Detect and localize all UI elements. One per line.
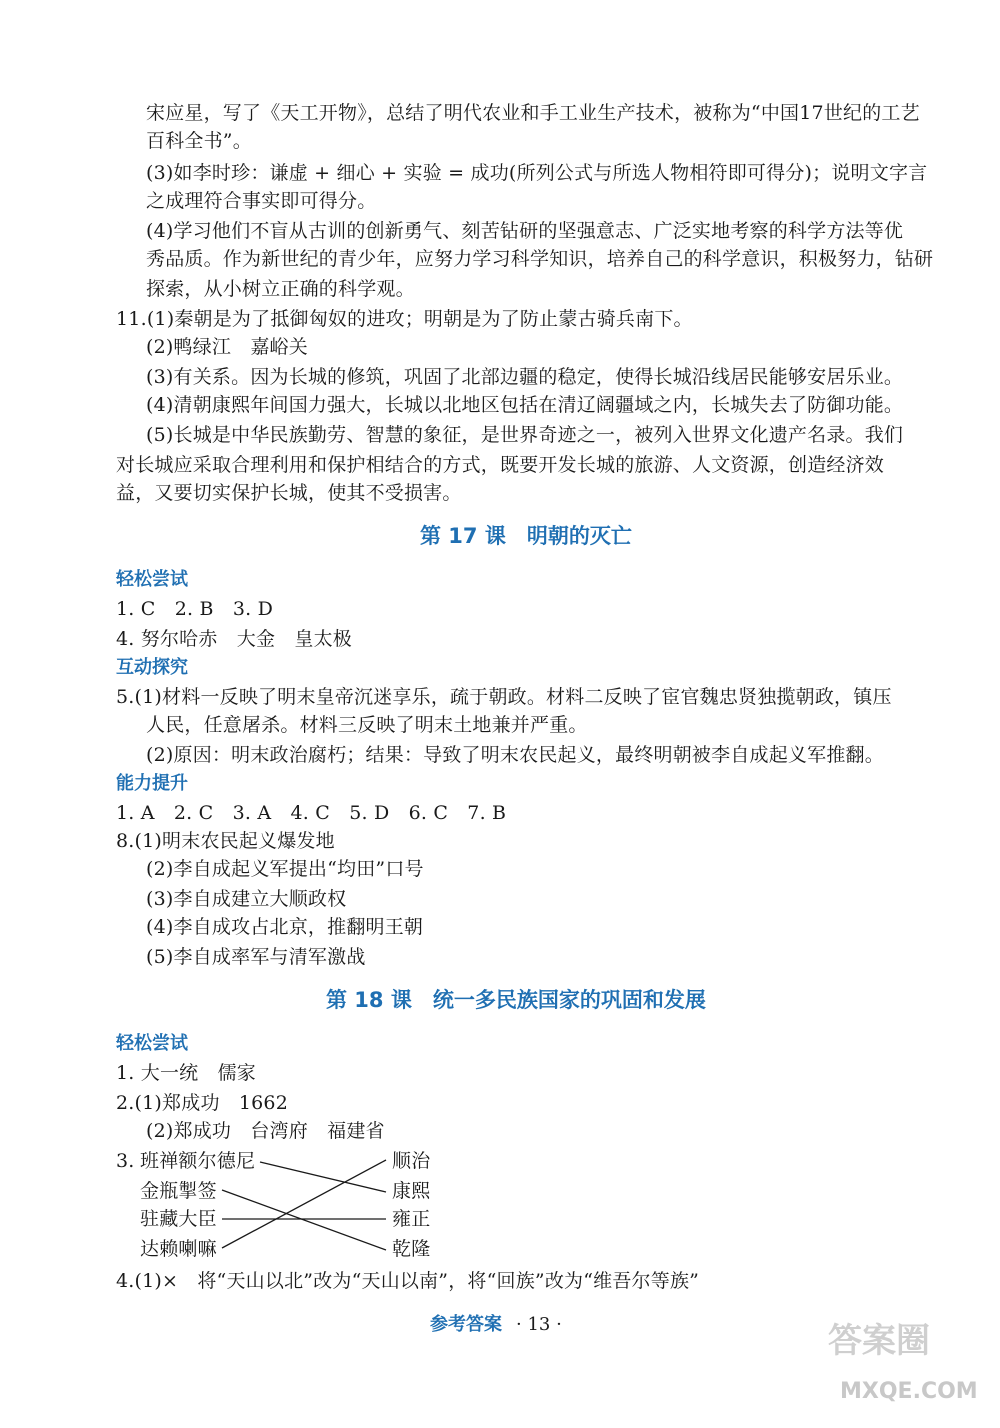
section-heading: 能力提升	[116, 773, 188, 794]
match-right-item: 康熙	[392, 1180, 431, 1202]
text-line: (2)李自成起义军提出“均田”口号	[146, 858, 424, 880]
text-line: (4)清朝康熙年间国力强大，长城以北地区包括在清辽阔疆域之内，长城失去了防御功能。	[146, 394, 904, 416]
text-line: 8.(1)明末农民起义爆发地	[116, 830, 335, 852]
text-line: (2)郑成功 台湾府 福建省	[146, 1120, 385, 1142]
section-heading: 轻松尝试	[116, 1033, 188, 1054]
text-line: 5.(1)材料一反映了明末皇帝沉迷享乐，疏于朝政。材料二反映了宦官魏忠贤独揽朝政，镇压	[116, 686, 892, 708]
text-line: (5)李自成率军与清军激战	[146, 946, 366, 968]
text-line: 秀品质。作为新世纪的青少年，应努力学习科学知识，培养自己的科学意识，积极努力，钻研	[146, 248, 934, 270]
text-line: (2)鸭绿江 嘉峪关	[146, 336, 308, 358]
text-line: (2)原因：明末政治腐朽；结果：导致了明末农民起义，最终明朝被李自成起义军推翻。	[146, 744, 884, 766]
text-line: (3)如李时珍：谦虚 + 细心 + 实验 = 成功(所列公式与所选人物相符即可得分)；说明文字言	[146, 162, 928, 184]
page-number: · 13 ·	[516, 1314, 562, 1335]
text-line: (4)李自成攻占北京，推翻明王朝	[146, 916, 424, 938]
text-line: 2.(1)郑成功 1662	[116, 1092, 288, 1114]
text-line: 之成理符合事实即可得分。	[146, 190, 377, 212]
text-line: 1. C 2. B 3. D	[116, 598, 274, 620]
text-line: 百科全书”。	[146, 130, 252, 152]
match-right-item: 顺治	[392, 1150, 431, 1172]
question-number: 3.	[116, 1150, 135, 1172]
text-line: 4.(1)× 将“天山以北”改为“天山以南”，将“回族”改为“维吾尔等族”	[116, 1270, 700, 1292]
text-line: 对长城应采取合理利用和保护相结合的方式，既要开发长城的旅游、人文资源，创造经济效	[116, 454, 885, 476]
match-line	[222, 1160, 386, 1248]
lesson-18-title: 第 18 课 统一多民族国家的巩固和发展	[326, 988, 706, 1012]
lesson-17-title: 第 17 课 明朝的灭亡	[420, 524, 632, 548]
text-line: 宋应星，写了《天工开物》，总结了明代农业和手工业生产技术，被称为“中国17世纪的工艺	[146, 102, 920, 124]
match-left-item: 金瓶掣签	[140, 1180, 217, 1202]
watermark-text: 答案圈	[828, 1321, 930, 1361]
watermark-url: MXQE.COM	[840, 1379, 978, 1404]
text-line: (3)有关系。因为长城的修筑，巩固了北部边疆的稳定，使得长城沿线居民能够安居乐业。	[146, 366, 904, 388]
match-right-item: 乾隆	[392, 1238, 431, 1260]
matching-lines	[118, 1146, 458, 1266]
section-heading: 轻松尝试	[116, 569, 188, 590]
match-line	[260, 1162, 386, 1192]
text-line: 探索，从小树立正确的科学观。	[146, 278, 415, 300]
text-line: 人民，任意屠杀。材料三反映了明末土地兼并严重。	[146, 714, 588, 736]
watermark-logo	[820, 1300, 990, 1420]
match-line	[222, 1190, 386, 1250]
text-line: 1. 大一统 儒家	[116, 1062, 256, 1084]
match-right-item: 雍正	[392, 1208, 431, 1230]
match-left-item: 达赖喇嘛	[140, 1238, 217, 1260]
page-footer	[430, 1310, 562, 1336]
section-heading: 互动探究	[116, 657, 188, 678]
text-line: (4)学习他们不盲从古训的创新勇气、刻苦钻研的坚强意志、广泛实地考察的科学方法等优	[146, 220, 904, 242]
footer-label: 参考答案	[430, 1314, 502, 1335]
text-line: (5)长城是中华民族勤劳、智慧的象征，是世界奇迹之一，被列入世界文化遗产名录。我们	[146, 424, 904, 446]
text-line: (3)李自成建立大顺政权	[146, 888, 347, 910]
text-line: 4. 努尔哈赤 大金 皇太极	[116, 628, 352, 650]
match-left-item: 班禅额尔德尼	[140, 1150, 256, 1172]
match-left-item: 驻藏大臣	[140, 1208, 217, 1230]
text-line: 1. A 2. C 3. A 4. C 5. D 6. C 7. B	[116, 802, 507, 824]
text-line: 益，又要切实保护长城，使其不受损害。	[116, 482, 462, 504]
text-line: 11.(1)秦朝是为了抵御匈奴的进攻；明朝是为了防止蒙古骑兵南下。	[116, 308, 693, 330]
